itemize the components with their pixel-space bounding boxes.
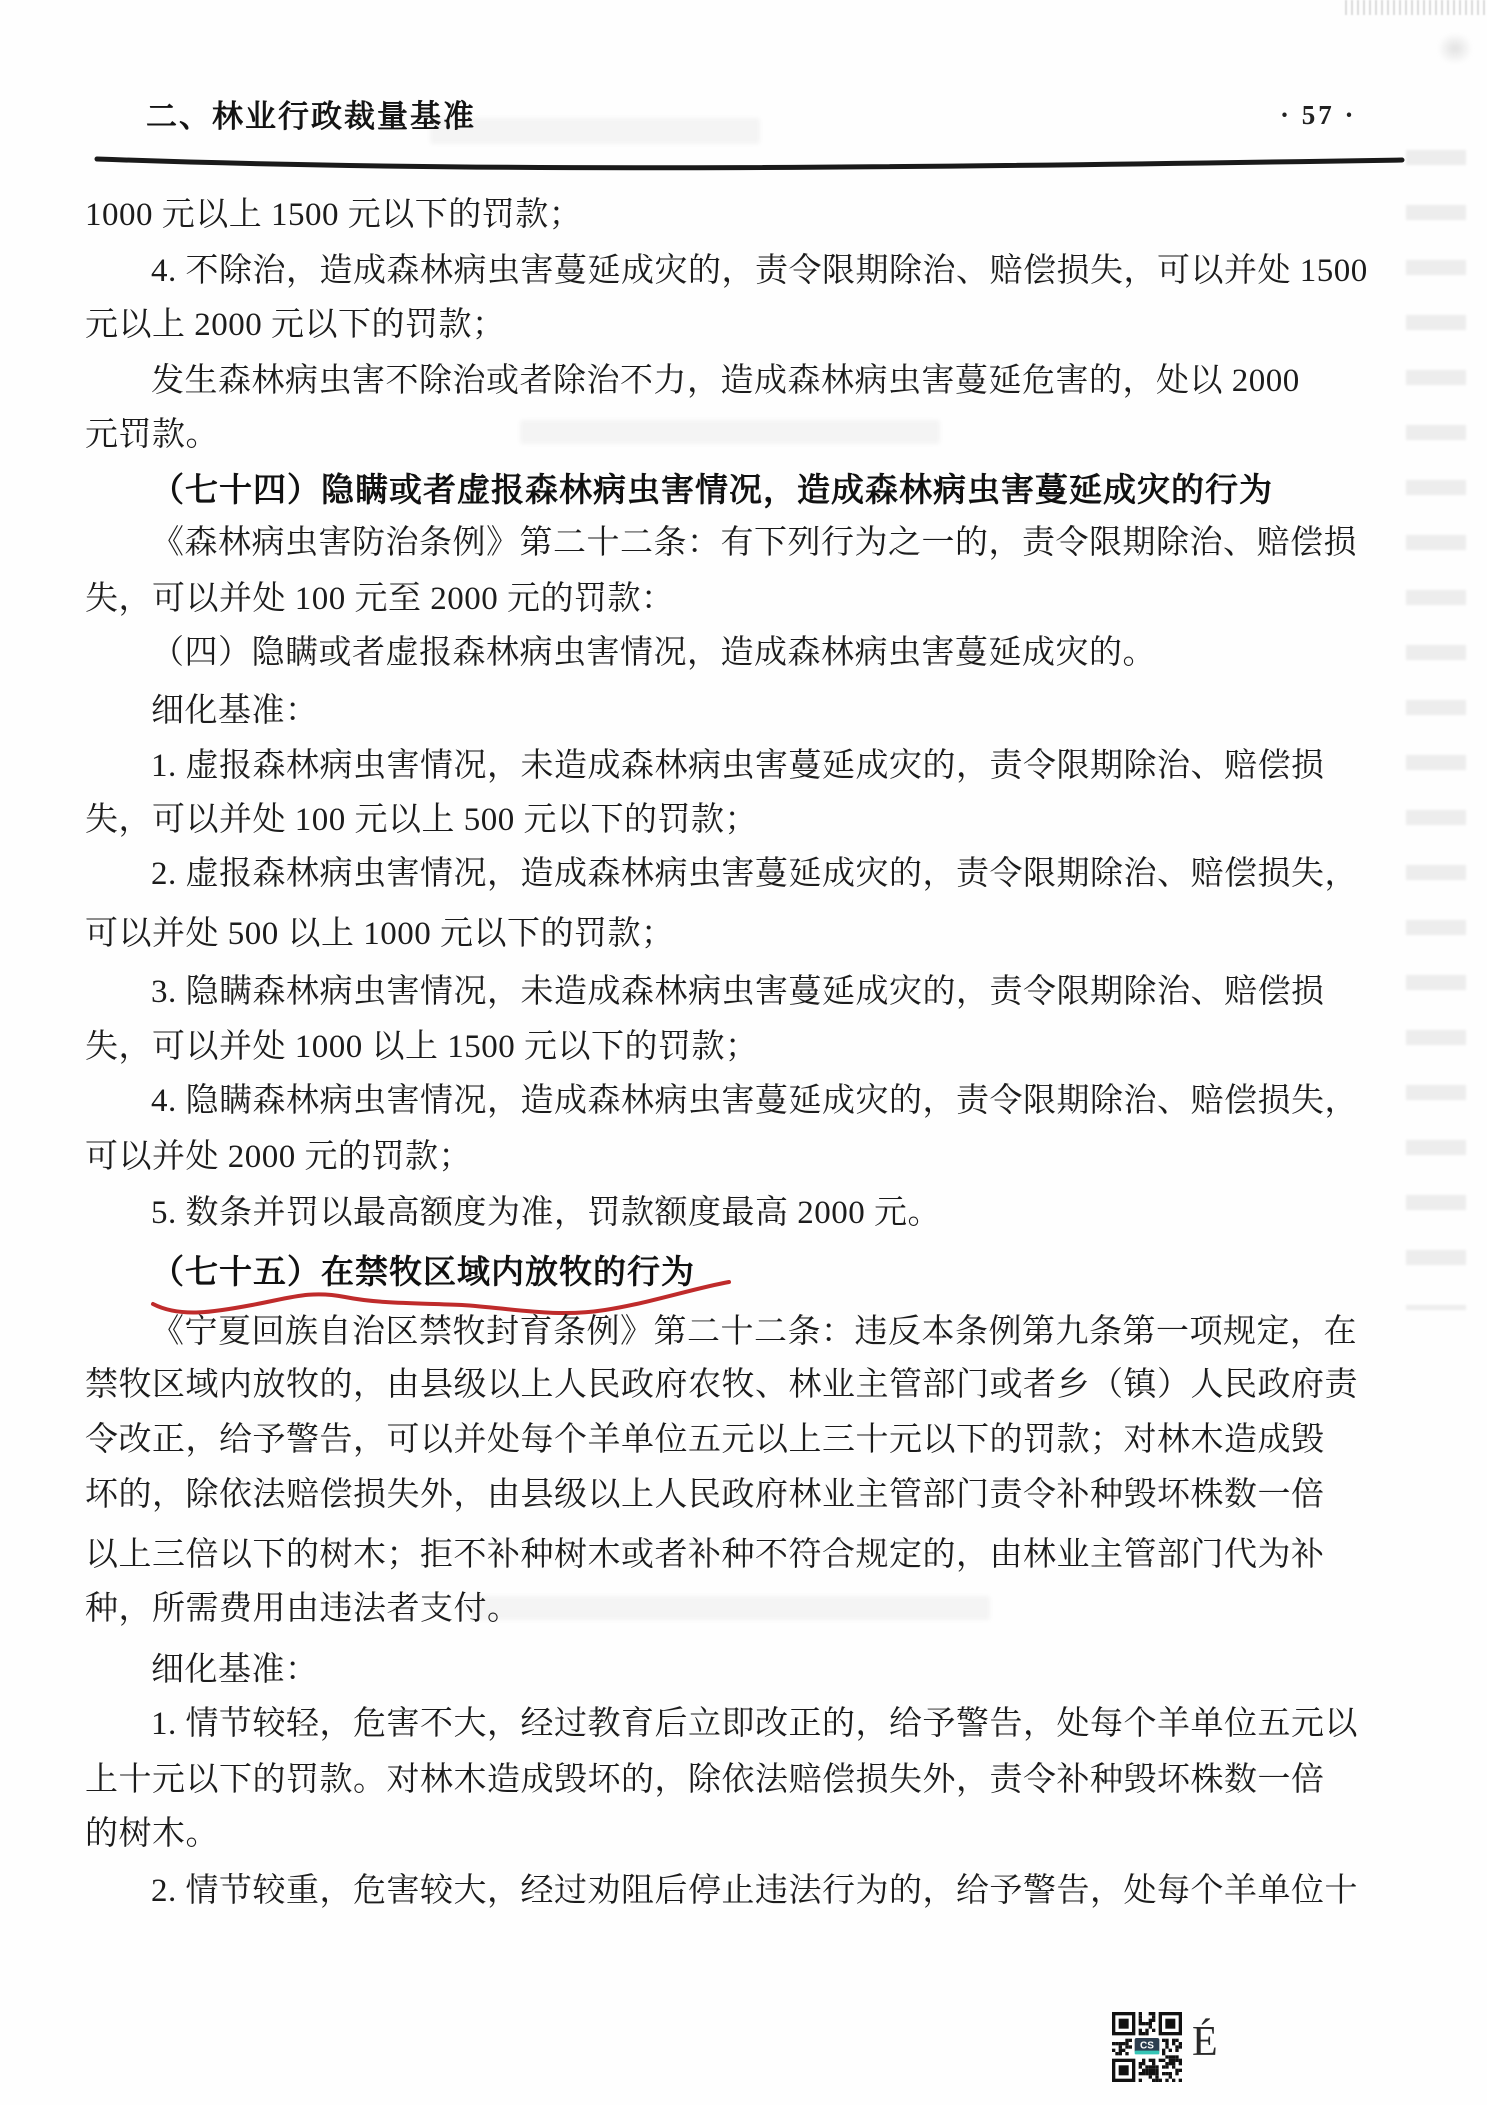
text-line: 失，可以并处 100 元以上 500 元以下的罚款； [85, 802, 758, 838]
text-line: 2. 虚报森林病虫害情况，造成森林病虫害蔓延成灾的，责令限期除治、赔偿损失， [151, 856, 1358, 892]
text-line: 可以并处 500 以上 1000 元以下的罚款； [85, 916, 675, 952]
text-line: 元以上 2000 元以下的罚款； [85, 307, 506, 343]
section-heading: （七十五）在禁牧区域内放牧的行为 [151, 1253, 695, 1290]
page-number: · 57 · [1280, 100, 1357, 130]
text-line: 元罚款。 [85, 417, 219, 453]
text-line: 发生森林病虫害不除治或者除治不力，造成森林病虫害蔓延危害的，处以 2000 [151, 363, 1300, 399]
text-line: 5. 数条并罚以最高额度为准，罚款额度最高 2000 元。 [151, 1195, 941, 1231]
svg-text:CS: CS [1140, 2040, 1154, 2052]
scan-artifact-letter: É [1192, 2019, 1218, 2065]
text-line: 坏的，除依法赔偿损失外，由县级以上人民政府林业主管部门责令补种毁坏株数一倍 [85, 1477, 1325, 1513]
text-line: 2. 情节较重，危害较大，经过劝阻后停止违法行为的，给予警告，处每个羊单位十 [151, 1873, 1358, 1909]
text-line: 1. 虚报森林病虫害情况，未造成森林病虫害蔓延成灾的，责令限期除治、赔偿损 [151, 748, 1325, 784]
text-line: 以上三倍以下的树木；拒不补种树木或者补种不符合规定的，由林业主管部门代为补 [85, 1537, 1325, 1573]
text-line: 令改正，给予警告，可以并处每个羊单位五元以上三十元以下的罚款；对林木造成毁 [85, 1422, 1325, 1458]
text-line: 上十元以下的罚款。对林木造成毁坏的，除依法赔偿损失外，责令补种毁坏株数一倍 [85, 1762, 1325, 1798]
text-line: （四）隐瞒或者虚报森林病虫害情况，造成森林病虫害蔓延成灾的。 [151, 635, 1156, 671]
text-line: 《森林病虫害防治条例》第二十二条：有下列行为之一的，责令限期除治、赔偿损 [151, 525, 1357, 561]
text-line: 失，可以并处 100 元至 2000 元的罚款： [85, 581, 675, 617]
text-line: 4. 不除治，造成森林病虫害蔓延成灾的，责令限期除治、赔偿损失，可以并处 1500 [151, 253, 1368, 289]
text-line: 可以并处 2000 元的罚款； [85, 1139, 472, 1175]
qr-code [1112, 2012, 1182, 2082]
text-line: 失，可以并处 1000 以上 1500 元以下的罚款； [85, 1029, 759, 1065]
text-line: 《宁夏回族自治区禁牧封育条例》第二十二条：违反本条例第九条第一项规定，在 [151, 1314, 1357, 1350]
text-line: 细化基准： [151, 1652, 319, 1688]
text-line: 4. 隐瞒森林病虫害情况，造成森林病虫害蔓延成灾的，责令限期除治、赔偿损失， [151, 1083, 1358, 1119]
text-line: 种，所需费用由违法者支付。 [85, 1591, 521, 1627]
scanner-smudge [1430, 26, 1480, 71]
text-line: 的树木。 [85, 1816, 219, 1852]
text-line: 1000 元以上 1500 元以下的罚款； [85, 197, 583, 233]
text-line: 禁牧区域内放牧的，由县级以上人民政府农牧、林业主管部门或者乡（镇）人民政府责 [85, 1367, 1358, 1403]
section-heading: （七十四）隐瞒或者虚报森林病虫害情况，造成森林病虫害蔓延成灾的行为 [151, 471, 1273, 508]
text-line: 3. 隐瞒森林病虫害情况，未造成森林病虫害蔓延成灾的，责令限期除治、赔偿损 [151, 974, 1325, 1010]
text-block [85, 0, 1420, 2105]
qr-code-svg [1112, 2012, 1182, 2082]
running-head-title: 二、林业行政裁量基准 [146, 99, 476, 134]
text-line: 细化基准： [151, 693, 319, 729]
text-line: 1. 情节较轻，危害不大，经过教育后立即改正的，给予警告，处每个羊单位五元以 [151, 1706, 1358, 1742]
